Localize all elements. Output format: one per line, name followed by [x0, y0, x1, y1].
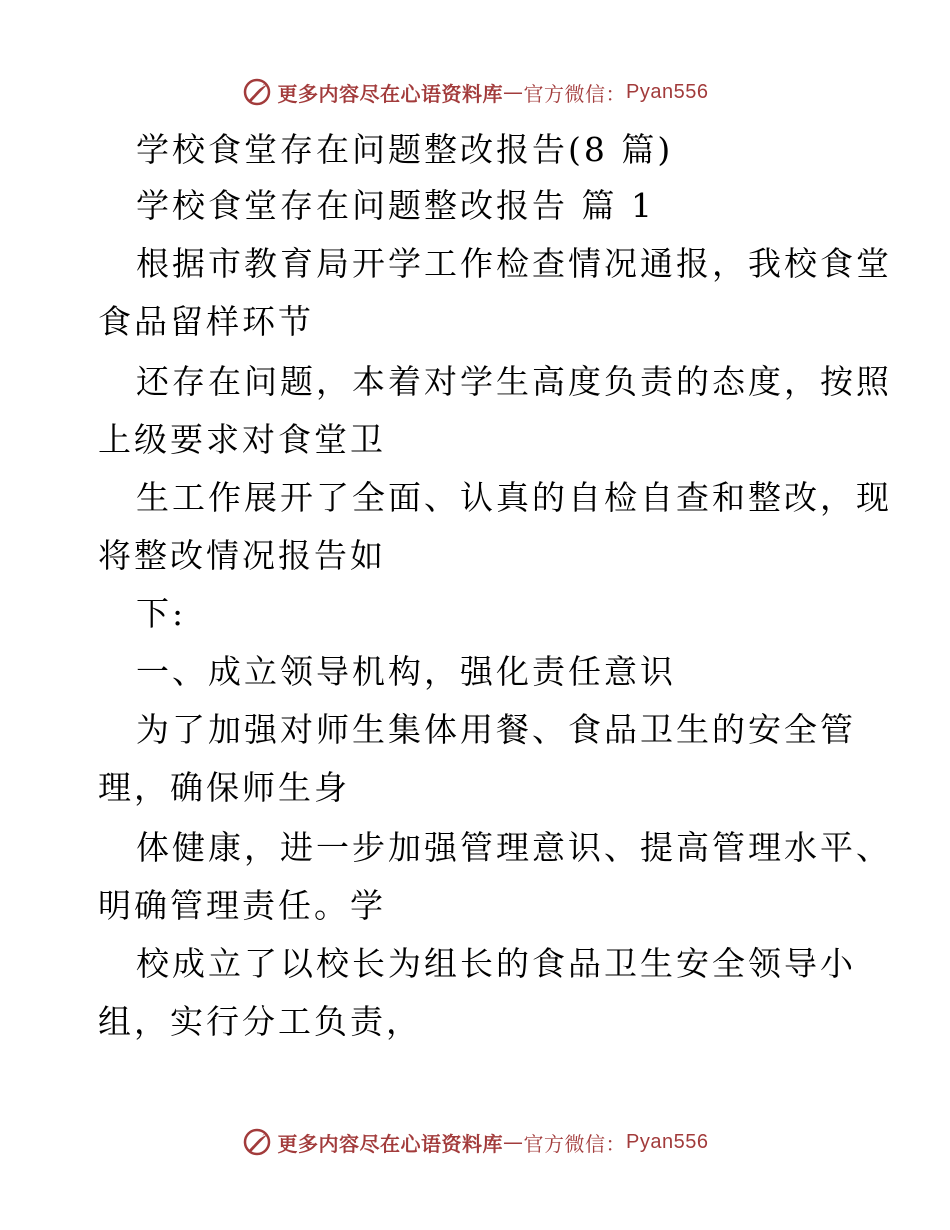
- paragraph-line: 生工作展开了全面、认真的自检自查和整改，现: [136, 478, 892, 517]
- banner-dash: —: [503, 1130, 524, 1154]
- feather-pen-logo-icon: [242, 1127, 272, 1157]
- paragraph-line: 明确管理责任。学: [98, 886, 386, 925]
- footer-banner: [0, 1122, 950, 1162]
- paragraph-line: 校成立了以校长为组长的食品卫生安全领导小: [136, 944, 856, 983]
- paragraph-line: 理，确保师生身: [98, 768, 350, 807]
- document-title: 学校食堂存在问题整改报告(8 篇): [136, 130, 674, 169]
- paragraph-line: 上级要求对食堂卫: [98, 420, 386, 459]
- wechat-id: Pyan556: [626, 1130, 709, 1153]
- wechat-label: 官方微信：: [523, 1131, 627, 1156]
- feather-pen-logo-icon: [242, 77, 272, 107]
- section-heading: 一、成立领导机构，强化责任意识: [136, 652, 676, 691]
- paragraph-line: 食品留样环节: [98, 302, 314, 341]
- paragraph-line: 还存在问题，本着对学生高度负责的态度，按照: [136, 362, 892, 401]
- wechat-id: Pyan556: [626, 80, 709, 103]
- wechat-label: 官方微信：: [523, 81, 627, 106]
- paragraph-line: 将整改情况报告如: [98, 536, 386, 575]
- paragraph-line: 为了加强对师生集体用餐、食品卫生的安全管: [136, 710, 856, 749]
- banner-text: 更多内容尽在心语资料库: [277, 81, 504, 106]
- section-heading: 学校食堂存在问题整改报告 篇 1: [136, 186, 655, 225]
- paragraph-line: 下:: [136, 594, 187, 633]
- header-banner: [0, 72, 950, 112]
- banner-text: 更多内容尽在心语资料库: [277, 1131, 504, 1156]
- paragraph-line: 根据市教育局开学工作检查情况通报，我校食堂: [136, 244, 892, 283]
- paragraph-line: 体健康，进一步加强管理意识、提高管理水平、: [136, 828, 892, 867]
- banner-dash: —: [503, 80, 524, 104]
- paragraph-line: 组，实行分工负责，: [98, 1002, 422, 1041]
